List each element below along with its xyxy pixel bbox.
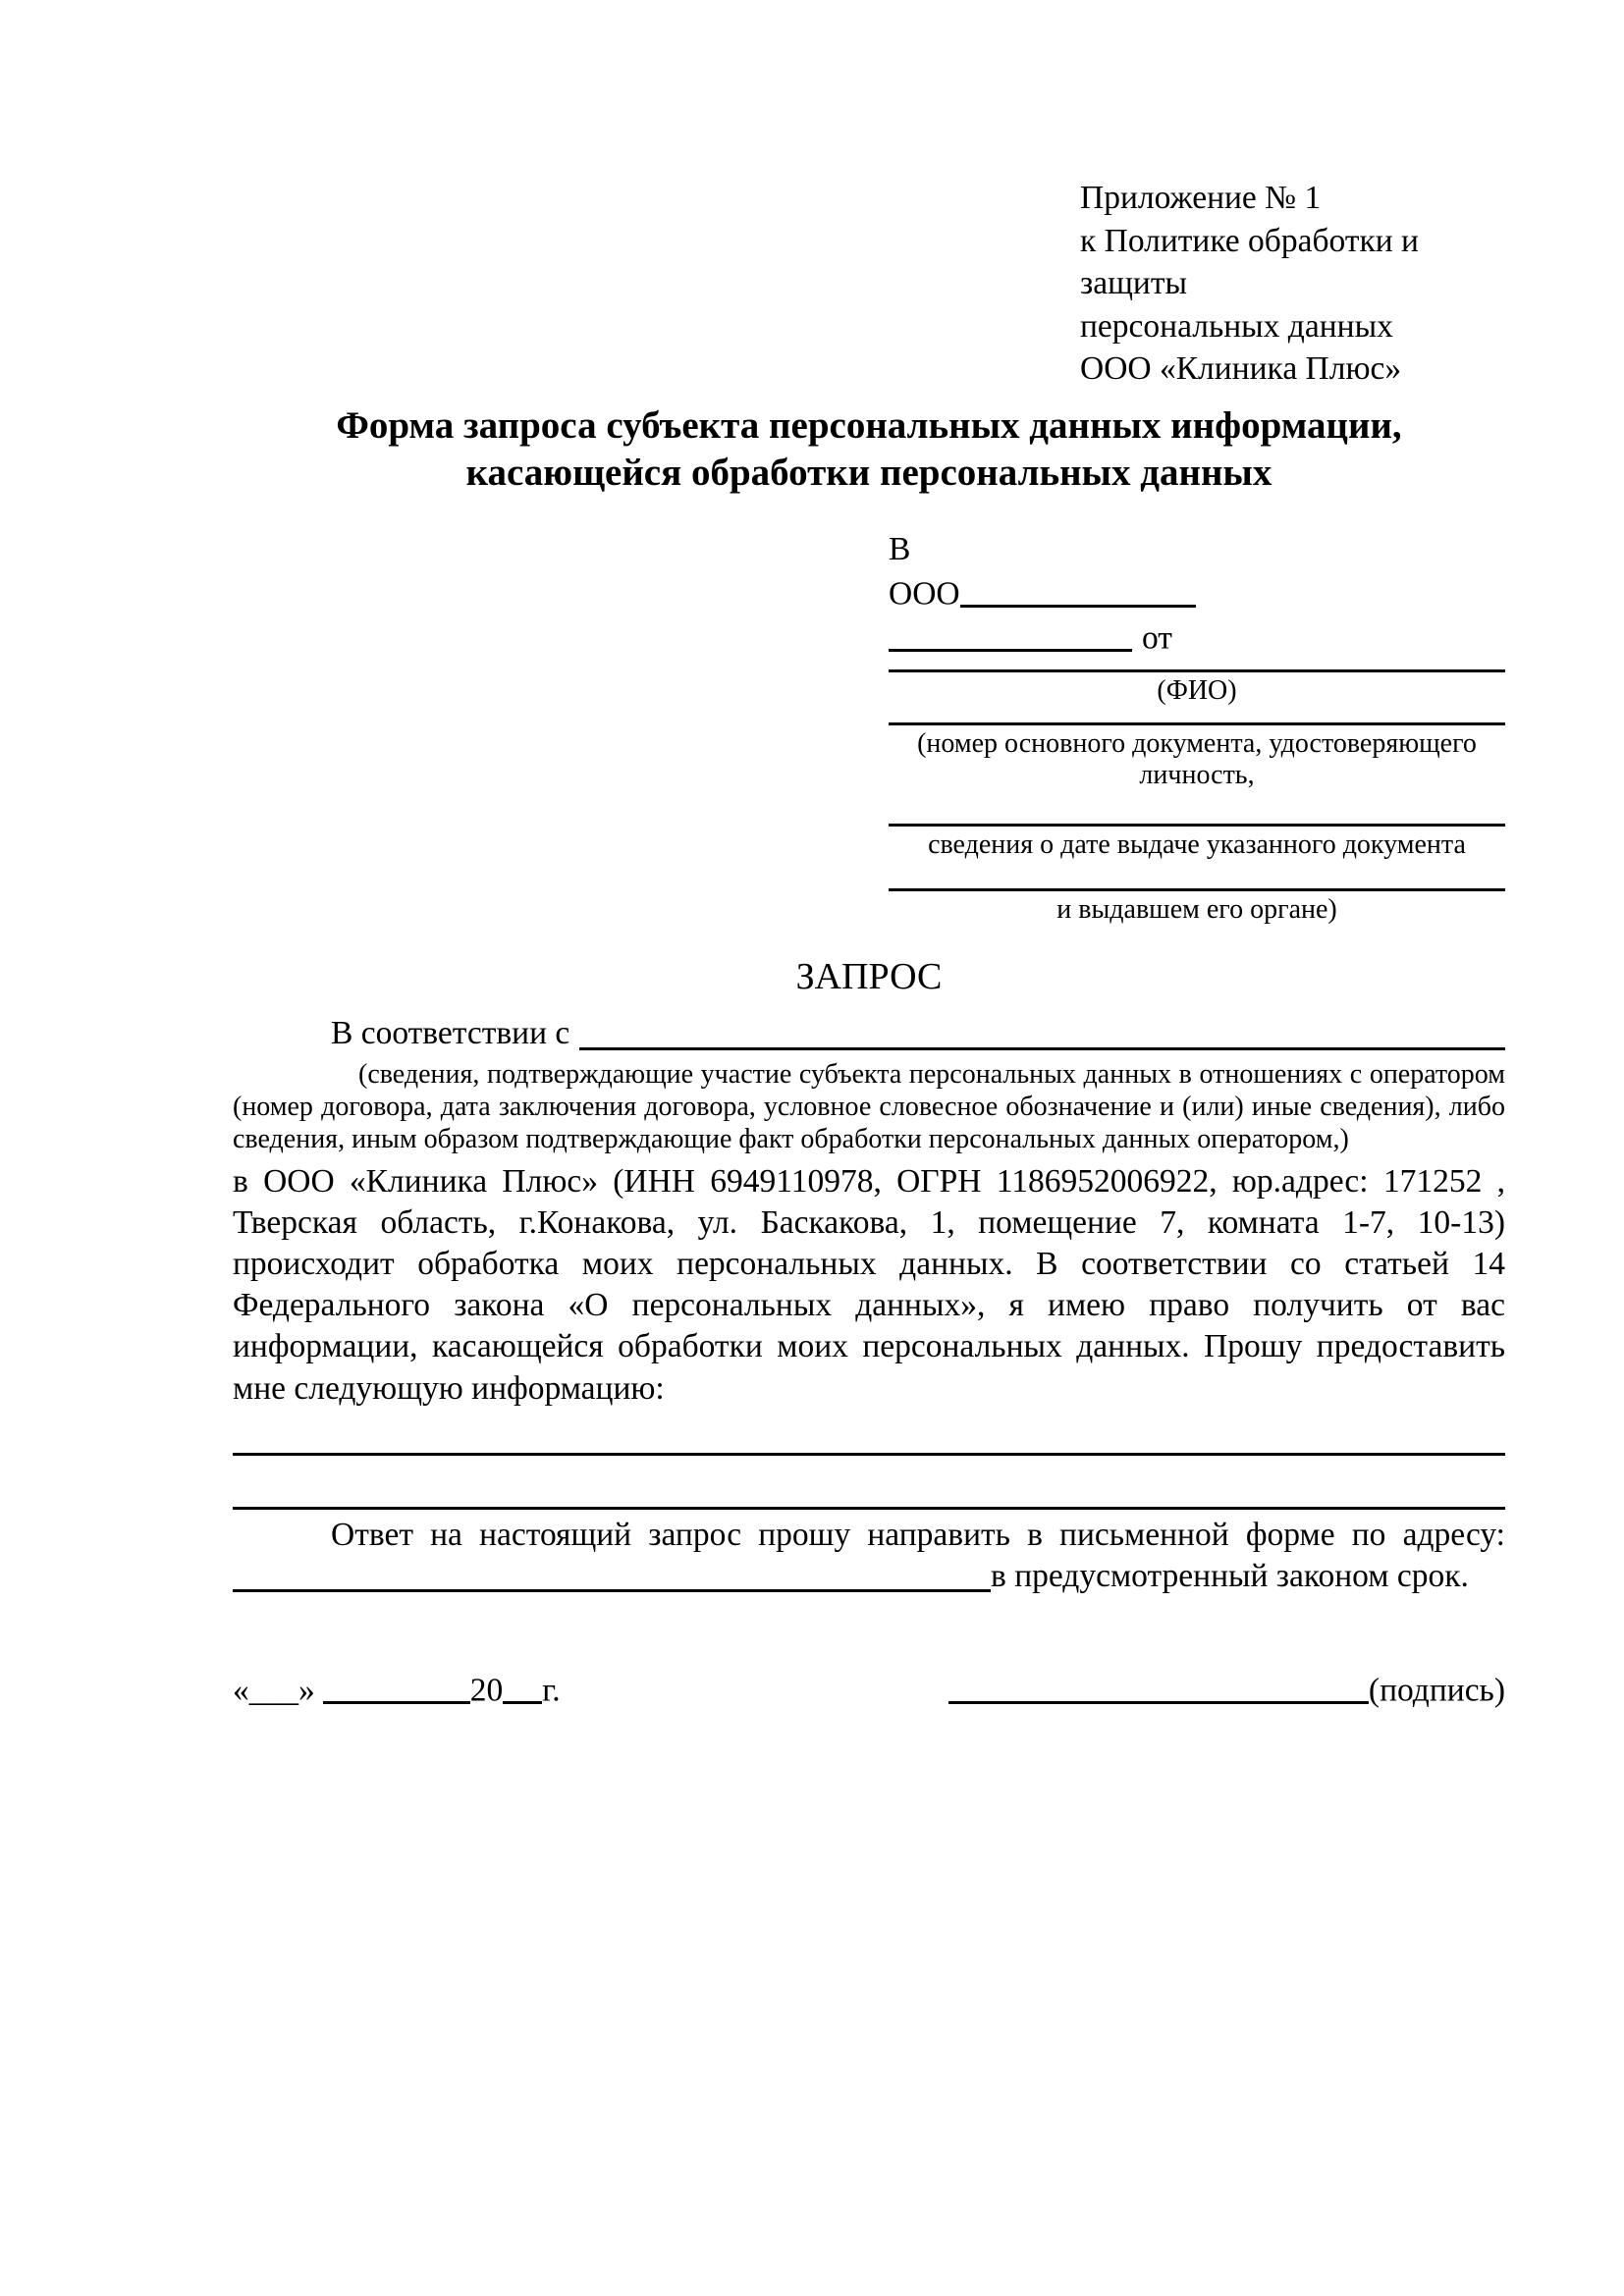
issue-date-field — [889, 824, 1505, 861]
appendix-block — [1080, 177, 1505, 391]
signature-field — [948, 1668, 1505, 1710]
signature-blank-field — [948, 1671, 1369, 1704]
reply-address-line — [233, 1556, 1505, 1597]
page-title-line: Форма запроса субъекта персональных данных информации, — [336, 403, 1402, 447]
date-year-blank-field — [503, 1671, 542, 1704]
addressee-org-line — [889, 571, 1505, 615]
request-heading: ЗАПРОС — [795, 956, 943, 998]
document-number-field — [889, 722, 1505, 791]
from-label: от — [1142, 619, 1172, 657]
footnote-text: (сведения, подтверждающие участие субъекта персональных данных в отношениях с оператором (номер договора, дата заключения договора, условное словесное обозначение и (или) иные сведения), либо сведения, иным образом подтверждающие факт обработки персональных данных оператором,) — [233, 1058, 1505, 1154]
date-year-suffix: г. — [542, 1672, 561, 1709]
lead-in-label: В соответствии с — [331, 1015, 570, 1052]
org-prefix-label: ООО — [889, 575, 960, 613]
fio-field — [889, 669, 1505, 707]
lead-in-line — [233, 1012, 1505, 1055]
appendix-line: к Политике обработки и защиты — [1080, 222, 1419, 302]
addressee-from-line — [889, 615, 1505, 660]
signature-caption: (подпись) — [1368, 1672, 1505, 1709]
document-number-caption: (номер основного документа, удостоверяющего личность, — [917, 728, 1477, 791]
issue-date-caption: сведения о дате выдаче указанного документа — [928, 828, 1466, 860]
addressee-to-label: В — [889, 531, 911, 568]
addressee-block — [889, 528, 1505, 926]
appendix-line: Приложение № 1 — [1080, 180, 1322, 216]
org-name-blank-field — [960, 574, 1196, 608]
date-day-quotes: «___» — [233, 1672, 315, 1709]
page-title-line: касающейся обработки персональных данных — [465, 452, 1272, 495]
from-blank-field — [889, 618, 1132, 652]
issuing-authority-caption: и выдавшем его органе) — [1056, 893, 1337, 925]
request-body-text: в ООО «Клиника Плюс» (ИНН 6949110978, ОГРН 1186952006922, юр.адрес: 171252 , Тверская область, г.Конакова, ул. Баскакова, 1, помещение 7, комната 1-7, 10-13) происходит обработка моих персональных данных. В соответствии со статьей 14 Федерального закона «О персональных данных», я имею право получить от вас информации, касающейся обработки моих персональных данных. Прошу предоставить мне следующую информацию: — [233, 1162, 1505, 1407]
date-field — [233, 1668, 561, 1710]
date-signature-row — [233, 1668, 1505, 1710]
information-blank-line — [233, 1507, 1505, 1510]
fio-caption: (ФИО) — [1157, 675, 1237, 707]
issuing-authority-field — [889, 888, 1505, 926]
appendix-line: ООО «Клиника Плюс» — [1080, 350, 1402, 388]
basis-blank-field — [579, 1012, 1505, 1050]
page-title — [233, 402, 1505, 498]
date-month-blank-field — [323, 1671, 470, 1704]
reply-request-text: Ответ на настоящий запрос прошу направить в письменной форме по адресу: — [331, 1516, 1505, 1553]
deadline-text: в предусмотренный законом срок. — [991, 1558, 1469, 1595]
information-blank-line — [233, 1453, 1505, 1456]
address-blank-field — [233, 1556, 991, 1592]
addressee-to-line — [889, 528, 1505, 571]
appendix-line: персональных данных — [1080, 307, 1393, 345]
date-year-prefix: 20 — [469, 1672, 504, 1709]
